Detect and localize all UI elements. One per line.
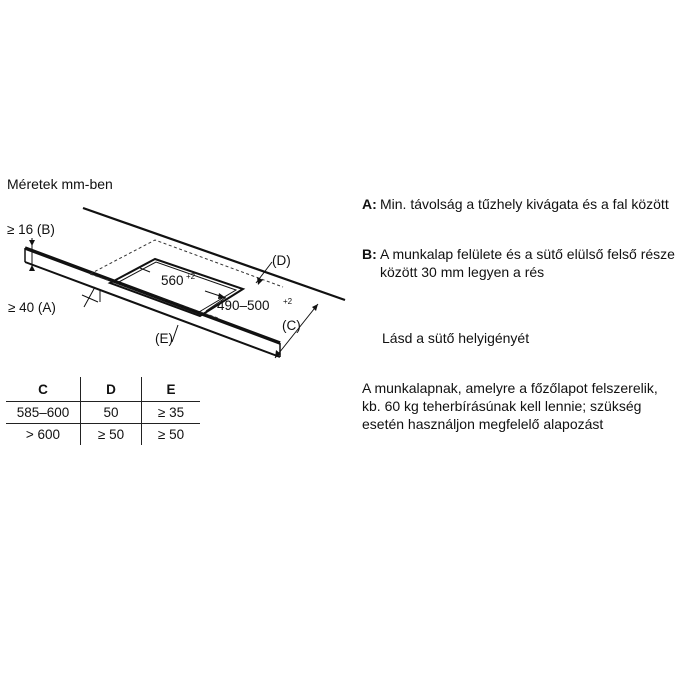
label-A: ≥ 40 (A) xyxy=(8,300,56,315)
table-cell: 585–600 xyxy=(6,402,81,424)
label-B: ≥ 16 (B) xyxy=(7,222,55,237)
note-A-key: A: xyxy=(362,196,377,212)
label-D: (D) xyxy=(272,253,291,268)
table-row xyxy=(6,424,200,446)
table-cell: > 600 xyxy=(25,427,61,442)
page-title: Méretek mm-ben xyxy=(7,176,113,192)
note-B-key: B: xyxy=(362,246,377,262)
table-cell: 50 xyxy=(81,402,142,424)
note-B xyxy=(362,245,682,281)
note-see-oven: Lásd a sütő helyigényét xyxy=(382,330,530,346)
table-header-cell: C xyxy=(6,377,81,402)
note-A xyxy=(362,195,682,213)
table-header-cell: D xyxy=(81,377,142,402)
dimension-table xyxy=(6,377,200,445)
table-header-cell: E xyxy=(142,377,201,402)
note-B-text: A munkalap felülete és a sütő elülső felső része között 30 mm legyen a rés xyxy=(380,246,675,280)
table-cell: ≥ 35 xyxy=(142,402,201,424)
dim-depth-value: 490–500 xyxy=(217,298,270,313)
note-worktop-load: A munkalapnak, amelyre a főzőlapot felszerelik, kb. 60 kg teherbírásúnak kell lennie; szükség esetén használjon megfelelő alapozást xyxy=(362,380,658,432)
dim-width-value: 560 xyxy=(161,273,184,288)
dim-depth-sup: +2 xyxy=(283,297,293,306)
table-cell: ≥ 50 xyxy=(81,424,142,446)
table-header-row xyxy=(6,377,200,402)
dim-B-arrow-top xyxy=(29,240,35,246)
note-A-text: Min. távolság a tűzhely kivágata és a fal között xyxy=(380,196,669,212)
dim-width-sup: +2 xyxy=(186,272,196,281)
label-C: (C) xyxy=(282,318,301,333)
worktop-back-edge xyxy=(83,208,345,300)
table-row xyxy=(6,402,200,424)
label-E: (E) xyxy=(155,331,173,346)
table-cell: ≥ 50 xyxy=(142,424,201,446)
